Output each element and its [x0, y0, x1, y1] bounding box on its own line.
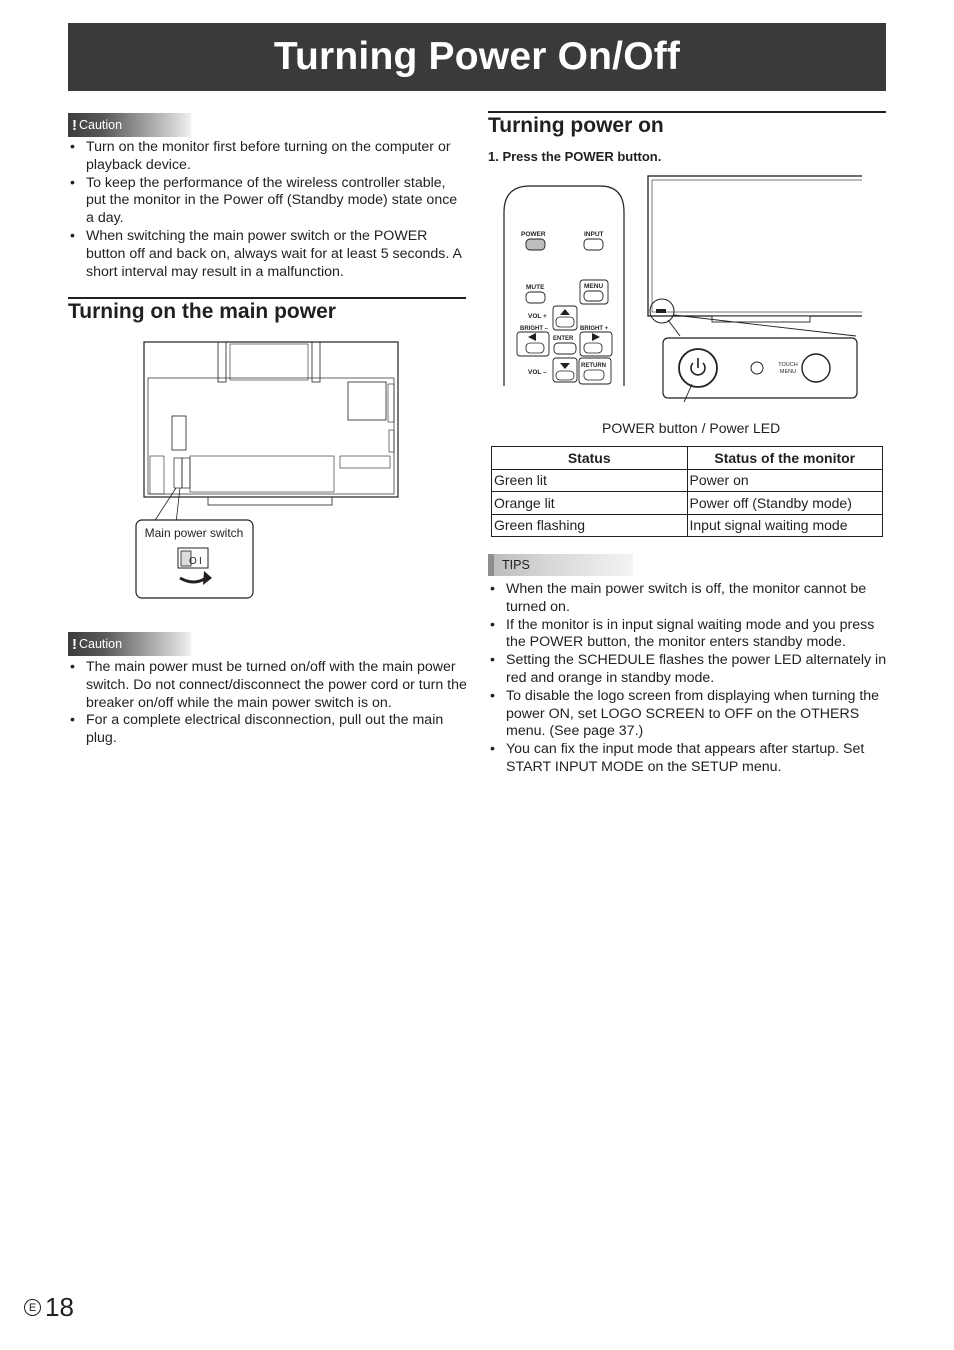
touch-menu-button	[802, 354, 830, 382]
tips-badge	[488, 554, 633, 576]
exclamation-icon: !	[72, 116, 77, 134]
table-cell: Input signal waiting mode	[687, 514, 883, 537]
table-cell: Green flashing	[492, 514, 688, 537]
remote-power-button	[526, 239, 545, 250]
remote-and-monitor-illustration	[500, 172, 862, 402]
column-header: Status	[492, 447, 688, 470]
remote-input-button	[584, 239, 603, 250]
list-item: • For a complete electrical disconnection, pull out the main plug.	[68, 712, 468, 748]
caution-list	[68, 139, 468, 281]
table-cell: Orange lit	[492, 492, 688, 515]
list-item: • Turn on the monitor first before turning on the computer or playback device.	[68, 139, 468, 175]
switch-on-symbol: I	[199, 556, 202, 567]
power-button-caption: POWER button / Power LED	[602, 420, 781, 436]
main-power-switch-label: Main power switch	[144, 526, 244, 540]
table-row	[492, 492, 883, 515]
table-cell: Power off (Standby mode)	[687, 492, 883, 515]
tips-list	[488, 581, 890, 777]
list-item: • You can fix the input mode that appears after startup. Set START INPUT MODE on the SETUP menu.	[488, 741, 890, 777]
section-heading-power-on: Turning power on	[488, 111, 886, 138]
remote-menu-label: MENU	[584, 283, 604, 290]
list-item: • Setting the SCHEDULE flashes the power LED alternately in red and orange in standby mode.	[488, 652, 890, 688]
remote-vol-plus-label: VOL +	[528, 313, 547, 320]
list-item: • When switching the main power switch or the POWER button off and back on, always wait for at least 5 seconds. A short interval may result in a malfunction.	[68, 228, 468, 281]
list-item: • If the monitor is in input signal waiting mode and you press the POWER button, the monitor enters standby mode.	[488, 617, 890, 653]
step-1: 1. Press the POWER button.	[488, 149, 662, 164]
exclamation-icon: !	[72, 635, 77, 653]
language-badge: E	[24, 1299, 41, 1316]
list-item: • To disable the logo screen from displaying when turning the power ON, set LOGO SCREEN to OFF on the OTHERS menu. (See page 37.)	[488, 688, 890, 741]
caution-list	[68, 659, 468, 748]
list-item: • When the main power switch is off, the monitor cannot be turned on.	[488, 581, 890, 617]
list-item: • To keep the performance of the wireless controller stable, put the monitor in the Power off (Standby mode) state once a day.	[68, 175, 468, 228]
page-title: Turning Power On/Off	[273, 35, 681, 78]
power-led	[751, 362, 763, 374]
column-header: Status of the monitor	[687, 447, 883, 470]
caution-badge	[68, 632, 191, 656]
menu-label: MENU	[779, 369, 797, 375]
table-cell: Power on	[687, 469, 883, 492]
table-row	[492, 514, 883, 537]
page-number	[24, 1292, 74, 1323]
status-table	[491, 446, 883, 537]
remote-return-label: RETURN	[581, 363, 606, 369]
tips-edge-bar	[488, 554, 494, 576]
section-heading-main-power: Turning on the main power	[68, 297, 466, 324]
remote-enter-label: ENTER	[553, 336, 574, 342]
remote-bright-plus-label: BRIGHT +	[580, 326, 609, 332]
switch-off-symbol: O	[189, 556, 197, 567]
table-row	[492, 469, 883, 492]
touch-label: TOUCH	[778, 362, 798, 368]
monitor-rear-illustration	[130, 338, 410, 603]
caution-label: Caution	[79, 637, 123, 651]
remote-mute-label: MUTE	[526, 284, 545, 291]
caution-label: Caution	[79, 118, 123, 132]
remote-input-label: INPUT	[584, 231, 604, 238]
page-title-bar	[68, 23, 886, 91]
remote-vol-minus-label: VOL –	[528, 369, 547, 376]
table-cell: Green lit	[492, 469, 688, 492]
remote-bright-minus-label: BRIGHT –	[520, 326, 549, 332]
list-item: • The main power must be turned on/off with the main power switch. Do not connect/disconnect the power cord or turn the breaker on/off while the main power switch is on.	[68, 659, 468, 712]
table-header-row	[492, 447, 883, 470]
page-number-value: 18	[45, 1292, 74, 1322]
remote-mute-button	[526, 292, 545, 303]
remote-power-label: POWER	[521, 231, 546, 238]
caution-badge	[68, 113, 191, 137]
tips-label: TIPS	[502, 558, 530, 572]
